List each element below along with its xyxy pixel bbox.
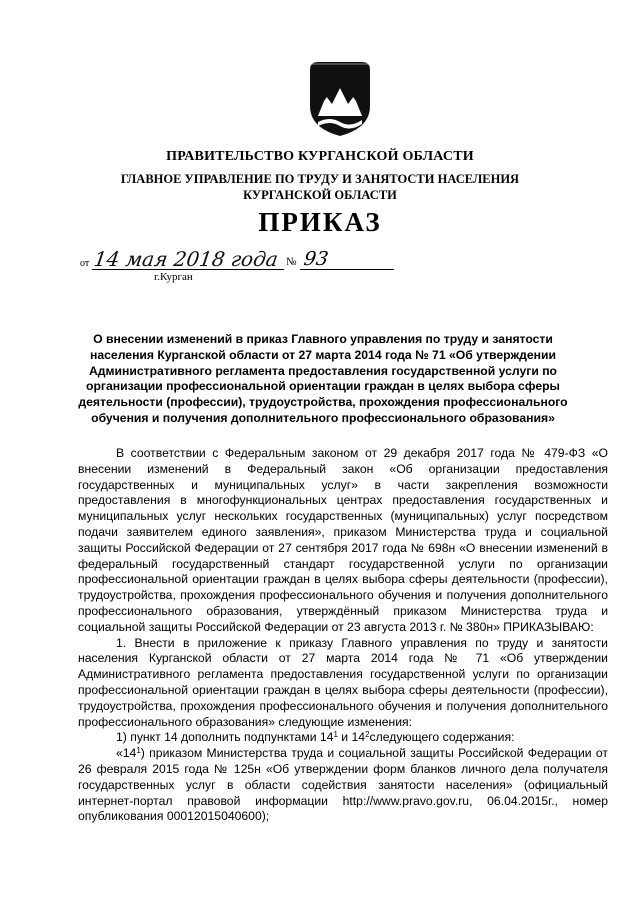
superscript-clause: 1	[136, 746, 141, 756]
handwritten-number: 93	[302, 248, 330, 270]
superscript-2: 2	[365, 730, 370, 740]
number-sign: №	[286, 256, 297, 268]
subitem-1-text-a: 1) пункт 14 дополнить подпунктами 14	[116, 730, 334, 745]
subitem-1-text-c: следующего содержания:	[369, 730, 515, 745]
order-subject: О внесении изменений в приказ Главного управления по труду и занятости населения Курганской области от 27 марта 2014 года № 71 «Об утверждении Административного регламента предоставления государственной услуги по организации профессиональной ориентации граждан в целях выбора сферы деятельности (профессии), трудоустройства, прохождения профессионального обучения и получения дополнительного профессионального образования»	[78, 332, 568, 425]
coat-of-arms-icon	[304, 56, 376, 140]
clause-14-1-text-b: ) приказом Министерства труда и социальной защиты Российской Федерации от 26 февраля 2015 года № 125н «Об утверждении форм бланков личного дела получателя государственных услуг в области содействия занятости населения» (официальный интернет-портал правовой информации http://www.pravo.gov.ru, 06.04.2015г., номер опубликования 00012015040600);	[78, 746, 608, 824]
clause-14-1-text-a: «14	[116, 746, 137, 761]
preamble-paragraph: В соответствии с Федеральным законом от 29 декабря 2017 года № 479-ФЗ «О внесении изменений в Федеральный закон «Об организации предоставления государственных и муниципальных услуг» в части закрепления возможности предоставления в многофункциональных центрах предоставления государственных и муниципальных услуг нескольких государственных (муниципальных) услуг посредством подачи заявителем единого заявления», приказом Министерства труда и социальной защиты Российской Федерации от 27 сентября 2017 года № 698н «О внесении изменений в федеральный государственный стандарт государственной услуги по организации профессиональной ориентации граждан в целях выбора сферы деятельности (профессии), трудоустройства, прохождения профессионального обучения и получения дополнительного профессионального образования, утверждённый приказом Министерства труда и социальной защиты Российской Федерации от 23 августа 2013 г. № 380н» ПРИКАЗЫВАЮ:	[78, 446, 608, 634]
clause-14-1-paragraph	[78, 746, 608, 825]
government-title: ПРАВИТЕЛЬСТВО КУРГАНСКОЙ ОБЛАСТИ	[166, 149, 474, 164]
subitem-1-text-b: и 14	[337, 730, 366, 745]
superscript-1: 1	[333, 730, 338, 740]
item-1-paragraph: 1. Внести в приложение к приказу Главного управления по труду и занятости населения Курганской области от 27 марта 2014 года № 71 «Об утверждении Административного регламента предоставления государственной услуги по организации профессиональной ориентации граждан в целях выбора сферы деятельности (профессии), трудоустройства, прохождения профессионального обучения и получения дополнительного профессионального образования» следующие изменения:	[78, 635, 608, 729]
city-label: г.Курган	[154, 271, 193, 283]
handwritten-date: 14 мая 2018 года	[92, 247, 280, 271]
department-title-line2: КУРГАНСКОЙ ОБЛАСТИ	[243, 188, 397, 202]
document-type: ПРИКАЗ	[258, 207, 382, 237]
date-number-line	[80, 247, 400, 273]
date-underline	[92, 269, 284, 270]
date-prefix: от	[80, 258, 90, 269]
subitem-1-paragraph	[78, 730, 608, 746]
order-body	[78, 446, 608, 825]
number-underline	[300, 269, 394, 270]
department-title-line1: ГЛАВНОЕ УПРАВЛЕНИЕ ПО ТРУДУ И ЗАНЯТОСТИ НАСЕЛЕНИЯ	[120, 172, 520, 186]
